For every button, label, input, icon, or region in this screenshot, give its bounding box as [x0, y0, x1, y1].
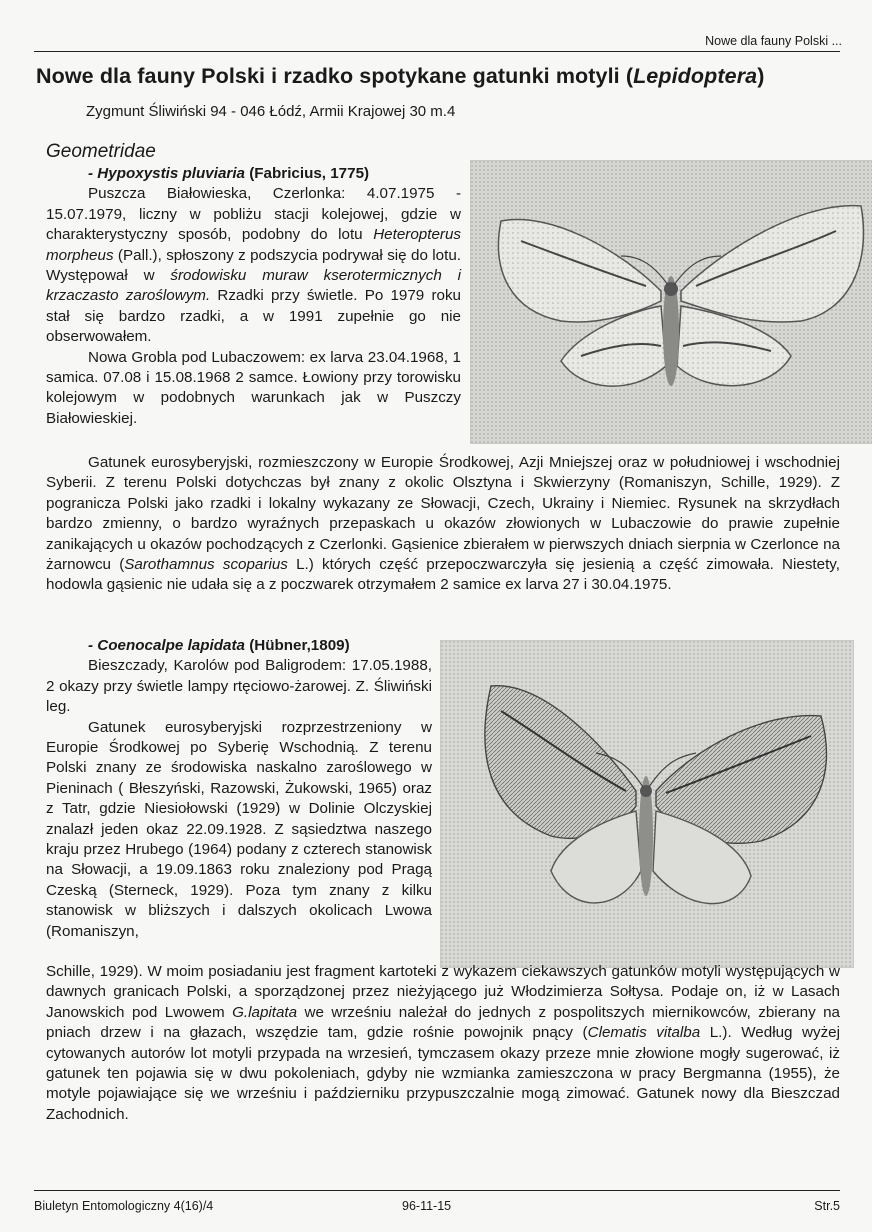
species1-column — [46, 164, 461, 429]
footer-page-number: Str.5 — [814, 1199, 840, 1213]
species2-paragraph-distribution: Gatunek eurosyberyjski rozprzestrzeniony w Europie Środkowej po Syberię Wschodnią. Z terenu Polski znany ze środowiska naskalno zaroślowego w Pieninach ( Błeszyński, Razowski, Żukowski, 1965) oraz z Tatr, gdzie Niesiołowski (1929) w Dolinie Olczyskiej znalazł jeden okaz 22.09.1928. Z sąsiedztwa naszego kraju przez Hrubego (1964) podany z czterech stanowisk na Słowacji, a 19.09.1863 roku znaleziony pod Pragą Czeską (Sterneck, 1929). Poza tym znany z kilku stanowisk w bliższych i dalszych okolicach Lwowa (Romaniszyn, — [46, 718, 432, 940]
species2-column — [46, 636, 432, 942]
running-head: Nowe dla fauny Polski ... — [705, 34, 842, 48]
species1-heading: - Hypoxystis pluviaria (Fabricius, 1775) — [88, 165, 370, 182]
header-rule — [34, 51, 840, 52]
species2-heading: - Coenocalpe lapidata (Hübner,1809) — [88, 637, 350, 654]
figure-hypoxystis-pluviaria — [470, 160, 872, 444]
footer-date: 96-11-15 — [402, 1199, 452, 1213]
footer-rule — [34, 1190, 840, 1191]
species1-fullwidth — [46, 453, 840, 596]
species2-fullwidth — [46, 962, 840, 1125]
family-heading: Geometridae — [46, 141, 156, 162]
footer-journal: Biuletyn Entomologiczny 4(16)/4 — [34, 1199, 214, 1213]
species1-paragraph-lubaczow: Nowa Grobla pod Lubaczowem: ex larva 23.04.1968, 1 samica. 07.08 i 15.08.1968 2 samce. Łowiony przy torowisku kolejowym w podobnych warunkach jak w Puszczy Białowieskiej. — [46, 348, 461, 427]
species2-paragraph-soltys: Schille, 1929). W moim posiadaniu jest fragment kartoteki z wykazem ciekawszych gatunków motyli występujących w dawnych granicach Polski, a sporządzonej przez nieżyjącego już Włodzimierza Sołtysa. Podaje on, iż w Lasach Janowskich pod Lwowem G.lapitata we wrześniu należał do jednych z pospolitszych miernikowców, zbierany na pniach drzew i na głazach, wszędzie tam, gdzie rośnie powojnik pnący (Clematis vitalba L.). Według wyżej cytowanych autorów lot motyli przypada na wrzesień, tymczasem okazy przeze mnie złowione mogły sugerować, iż gatunek ten pojawia się w dwu pokoleniach, gdyby nie wzmianka zamieszczona w pracy Bergmanna (1955), że motyle pojawiające się we wrześniu i październiku przypuszczalnie mogą zimować. Gatunek nowy dla Bieszczad Zachodnich. — [46, 963, 841, 1123]
species1-paragraph-bialowieza: Puszcza Białowieska, Czerlonka: 4.07.1975 - 15.07.1979, liczny w pobliżu stacji kolejowej, gdzie w charakterystyczny sposób, podobny do lotu Heteropterus morpheus (Pall.), spłoszony z podszycia podrywał się do lotu. Występował w środowisku muraw kserotermicznych i krzaczasto zaroślowym. Rzadki przy świetle. Po 1979 roku stał się bardzo rzadki, a w 1991 zupełnie go nie obserwowałem. — [46, 185, 461, 346]
figure-coenocalpe-lapidata — [440, 640, 854, 968]
author-line: Zygmunt Śliwiński 94 - 046 Łódź, Armii Krajowej 30 m.4 — [86, 103, 456, 120]
species1-paragraph-distribution: Gatunek eurosyberyjski, rozmieszczony w Europie Środkowej, Azji Mniejszej oraz w południowej i wschodniej Syberii. Z terenu Polski dotychczas był znany z okolic Olsztyna i Skwierzyny (Romaniszyn, Schille, 1929). Z pogranicza Polski jako rzadki i lokalny wykazany ze Słowacji, Czech, Ukrainy i Niemiec. Rysunek na skrzydłach bardzo zmienny, o bardzo wyraźnych przepaskach u okazów złowionych w Lubaczowie do prawie zupełnie zanikających u okazów pochodzących z Czerlonki. Gąsienice zbierałem w pierwszych dniach sierpnia w Czerlonce na żarnowcu (Sarothamnus scoparius L.) których część przepoczwarczyła się jesienią a część zimowała. Niestety, hodowla gąsienic nie udała się a z poczwarek otrzymałem 2 samice ex larva 27 i 30.04.1975. — [46, 454, 840, 594]
article-title: Nowe dla fauny Polski i rzadko spotykane gatunki motyli (Lepidoptera) — [36, 64, 765, 88]
species2-paragraph-bieszczady: Bieszczady, Karolów pod Baligrodem: 17.05.1988, 2 okazy przy świetle lampy rtęciowo-żarowej. Z. Śliwiński leg. — [46, 657, 432, 716]
